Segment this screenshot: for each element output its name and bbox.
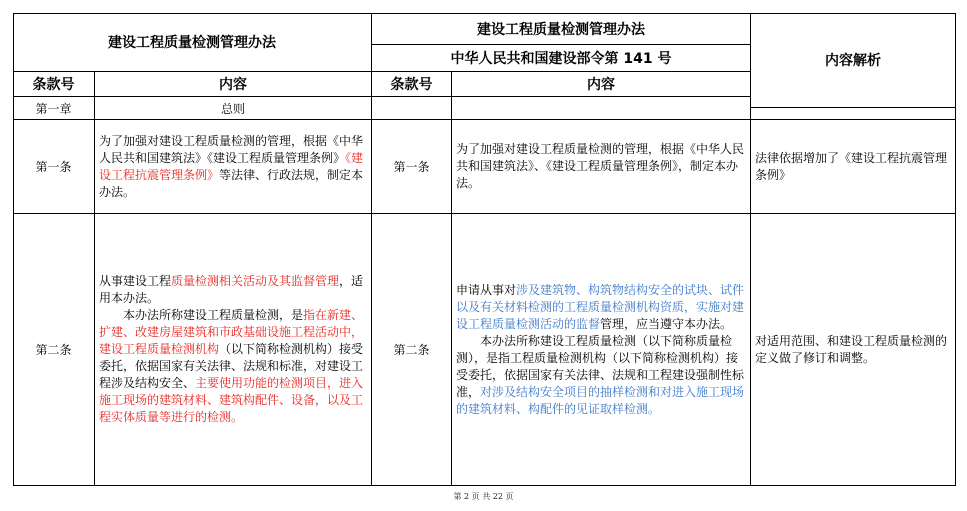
article-1-new-text-b: 等法律、行政法规，制定本办法。 [99,167,364,199]
article-1-old-text: 为了加强对建设工程质量检测的管理，根据《中华人民共和国建筑法》、《建设工程质量管理条例》，制定本办法。 [456,142,745,190]
old-regulation-title [372,13,751,45]
article-2-analysis [751,214,956,486]
article-2-new-p2-a: 本办法所称建设工程质量检测，是 [123,308,304,322]
col-content-new-text: 内容 [219,77,247,93]
col-article-new [13,72,95,97]
article-2-old-p2-a: 本办法所称建设工程质量检测（以下简称质量检测），是指工程质量检测机构（以下简称检测机构）接受委托，依据国家有关法律、法规和工程建设强制性标准， [456,333,745,399]
chapter-label-text: 第一章 [35,101,72,116]
new-regulation-title-text: 建设工程质量检测管理办法 [108,35,276,51]
page-number: 第 2 页 共 22 页 [453,492,514,501]
article-2-old-p1-a: 申请从事对 [456,282,517,297]
col-article-old-text: 条款号 [390,77,433,93]
article-1-old-number-text: 第一条 [393,160,430,174]
chapter-label [13,97,95,120]
article-2-old-paragraphs [456,282,746,418]
article-1-new-text-added: 《建设工程抗震管理条例》 [99,150,364,182]
article-2-new-content [95,214,372,486]
chapter-empty-old-article [372,97,452,120]
chapter-empty-analysis [751,108,956,120]
article-2-new-paragraph-2 [99,307,367,426]
article-2-analysis-text: 对适用范围、和建设工程质量检测的定义做了修订和调整。 [755,333,948,365]
article-2-old-number [372,214,452,486]
chapter-title [95,97,372,120]
article-2-old-p2-changed: 对涉及结构安全项目的抽样检测和对进入施工现场的建筑材料、构配件的见证取样检测。 [456,384,745,416]
article-1-old-number [372,120,452,214]
analysis-header [751,13,956,108]
article-2-old-p1-changed: 涉及建筑物、构筑物结构安全的试块、试件以及有关材料检测的工程质量检测机构资质，实施对建设工程质量检测活动的监督 [456,282,745,331]
old-regulation-subtitle [372,45,751,72]
article-2-new-number [13,214,95,486]
article-1-new-number [13,120,95,214]
article-2-old-p1-b: 管理，应当遵守本办法。 [600,316,733,331]
chapter-empty-old-content [452,97,751,120]
old-regulation-subtitle-text: 中华人民共和国建设部令第 141 号 [450,51,672,67]
analysis-header-text: 内容解析 [825,53,881,69]
article-2-new-p1-a: 从事建设工程 [99,274,172,288]
article-2-new-p1-added: 质量检测相关活动及其监督管理 [171,274,340,288]
article-2-new-number-text: 第二条 [35,343,72,357]
article-1-analysis-text: 法律依据增加了《建设工程抗震管理条例》 [755,150,948,182]
article-1-new-text-a: 为了加强对建设工程质量检测的管理，根据《中华人民共和国建筑法》《建设工程质量管理条例》 [99,133,364,165]
article-1-new-number-text: 第一条 [35,160,72,174]
article-2-old-content [452,214,751,486]
old-regulation-title-text: 建设工程质量检测管理办法 [477,21,645,38]
article-2-new-p2-added-2: 主要使用功能的检测项目，进入施工现场的建筑材料、建筑构配件、设备，以及工程实体质量等进行的检测。 [99,376,364,424]
article-1-analysis [751,120,956,214]
col-content-new [95,72,372,97]
article-1-new-paragraph [99,133,367,201]
article-2-new-p2-b: （以下简称检测机构）接受委托，依据国家有关法律、法规和标准，对建设工程涉及结构安全、 [99,342,364,390]
article-2-old-paragraph-2 [456,333,746,418]
article-1-old-content [452,120,751,214]
col-article-old [372,72,452,97]
chapter-title-text: 总则 [220,101,245,116]
col-article-new-text: 条款号 [32,77,75,93]
col-content-old [452,72,751,97]
article-2-new-p1-b: ，适用本办法。 [99,274,364,305]
article-1-new-content [95,120,372,214]
page-footer [0,491,967,502]
new-regulation-title [13,13,372,72]
article-2-new-paragraph-1 [99,273,367,307]
col-content-old-text: 内容 [587,77,615,93]
article-2-old-paragraph-1 [456,282,746,333]
article-2-old-number-text: 第二条 [393,343,430,357]
article-2-new-p2-added-1: 指在新建、扩建、改建房屋建筑和市政基础设施工程活动中，建设工程质量检测机构 [99,308,364,356]
article-2-new-paragraphs [99,273,367,426]
